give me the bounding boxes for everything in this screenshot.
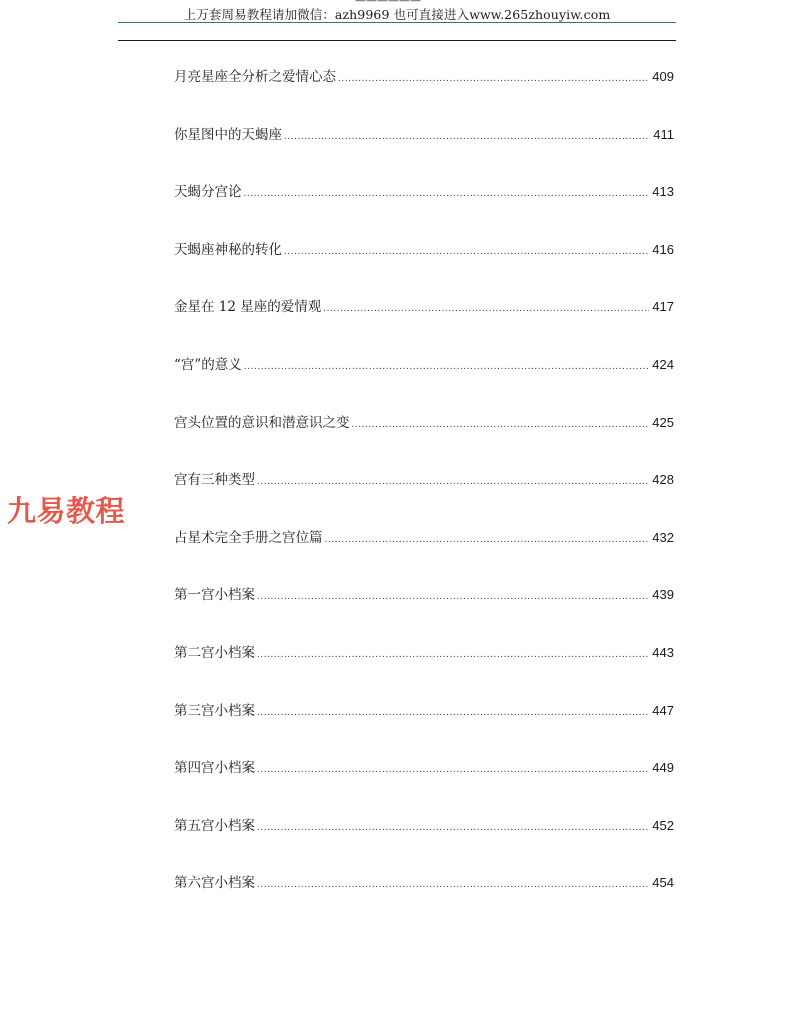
watermark-logo: 九易教程 [7,494,126,528]
toc-entry-page: 411 [653,126,674,142]
toc-dot-leader [325,527,650,551]
toc-dot-leader [323,296,649,320]
toc-entry-title: 金星在 12 星座的爱情观 [174,299,322,316]
toc-entry-title: 你星图中的天蝎座 [174,126,282,143]
toc-dot-leader [257,584,649,608]
toc-entry[interactable] [174,239,674,297]
toc-entry-page: 417 [652,299,674,315]
toc-entry[interactable] [174,66,674,124]
toc-entry[interactable] [174,872,674,930]
toc-entry-page: 454 [652,875,674,891]
toc-entry[interactable] [174,642,674,700]
toc-entry[interactable] [174,815,674,873]
toc-entry-title: 第二宫小档案 [174,644,255,661]
toc-entry-title: 月亮星座全分析之爱情心态 [174,69,336,85]
toc-entry[interactable] [174,124,674,182]
toc-entry-title: 占星术完全手册之宫位篇 [174,529,323,546]
toc-dot-leader [352,412,650,436]
toc-entry[interactable] [174,412,674,470]
toc-dot-leader [257,469,649,493]
toc-dot-leader [257,700,649,724]
header-divider-green [118,22,676,23]
toc-dot-leader [257,642,649,666]
toc-dot-leader [284,239,649,263]
header-top-cutoff-text [355,0,445,2]
toc-entry-page: 409 [652,69,674,84]
toc-entry-title: 宫有三种类型 [174,472,255,489]
toc-entry-title: 第一宫小档案 [174,587,255,604]
toc-entry-title: “宫”的意义 [174,356,242,373]
toc-entry-title: 第三宫小档案 [174,702,255,719]
toc-entry-page: 443 [652,644,674,660]
toc-entry-title: 天蝎座神秘的转化 [174,241,282,258]
toc-entry-title: 宫头位置的意识和潜意识之变 [174,414,350,431]
toc-dot-leader [257,815,649,839]
toc-entry[interactable] [174,469,674,527]
toc-entry[interactable] [174,527,674,585]
toc-entry[interactable] [174,296,674,354]
toc-entry-title: 天蝎分宫论 [174,184,242,201]
toc-entry-title: 第四宫小档案 [174,760,255,777]
toc-dot-leader [244,354,649,378]
toc-entry-page: 439 [652,587,674,603]
toc-dot-leader [257,757,649,781]
toc-entry-page: 447 [652,702,674,718]
toc-entry[interactable] [174,757,674,815]
toc-entry-page: 432 [652,529,674,545]
toc-dot-leader [284,124,650,148]
toc-dot-leader [244,181,650,205]
toc-entry[interactable] [174,700,674,758]
toc-entry-title: 第五宫小档案 [174,817,255,834]
toc-entry-page: 416 [652,241,674,257]
toc-entry-page: 413 [652,184,674,200]
toc-entry[interactable] [174,181,674,239]
toc-entry-page: 424 [652,356,674,372]
page-header-text: 上万套周易教程请加微信：azh9969 也可直接进入www.265zhouyiw.com [183,7,611,22]
toc-entry-page: 449 [652,760,674,776]
toc-dot-leader [338,66,649,90]
toc-entry[interactable] [174,354,674,412]
toc-entry-page: 452 [652,817,674,833]
toc-entry-page: 425 [652,414,674,430]
toc-dot-leader [257,872,649,896]
header-divider-black [118,40,676,41]
toc-entry-page: 428 [652,472,674,488]
toc-entry-title: 第六宫小档案 [174,875,255,892]
toc-entry[interactable] [174,584,674,642]
table-of-contents [174,66,674,930]
